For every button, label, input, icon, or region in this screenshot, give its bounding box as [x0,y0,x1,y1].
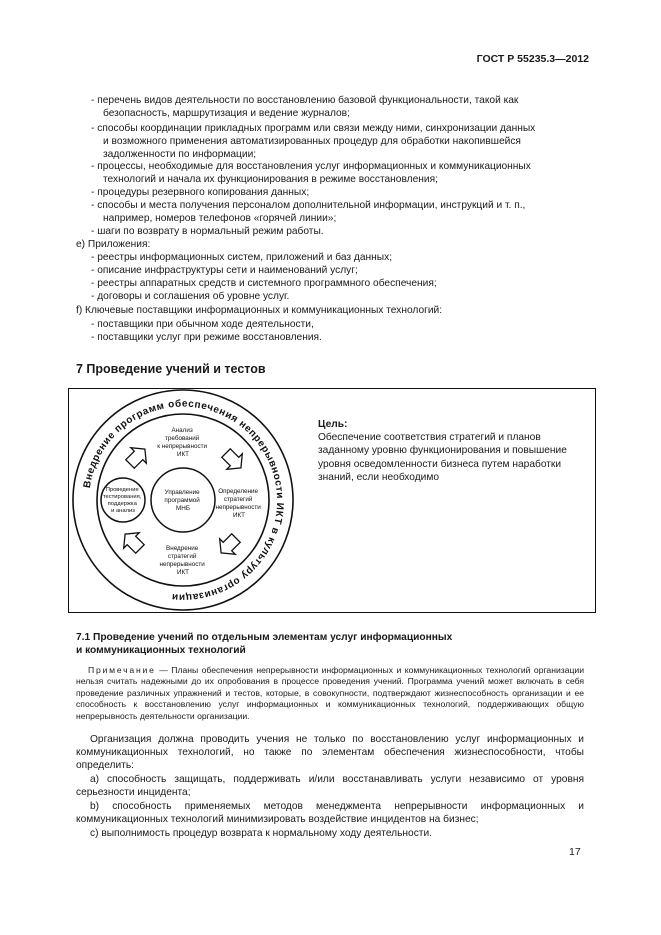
goal-text: Обеспечение соответствия стратегий и планов заданному уровню функционирования и повышение уровня осведомленности бизнеса путем наработки знаний, если необходимо [318,432,567,483]
right-label: Определение стратегий непрерывности ИКТ [215,488,261,519]
list-line: e) Приложения: [76,239,151,250]
paragraph: b) способность применяемых методов менеджмента непрерывности информационных и коммуникационных технологий минимизировать воздействие инцидентов на бизнес; [76,801,584,825]
list-line: - договоры и соглашения об уровне услуг. [91,291,290,302]
list-line: - способы координации прикладных программ или связи между ними, синхронизации данных [91,123,536,134]
left-label: Проведение тестирования, поддержка и анализ [102,487,142,514]
list-line: - поставщики при обычном ходе деятельности, [91,319,314,330]
list-line: безопасность, маршрутизация и ведение журналов; [103,108,350,119]
goal-block [318,418,580,484]
ring-caption: Внедрение программ обеспечения непрерывности ИКТ в культуру организации [81,398,286,603]
arrow-icon [117,526,147,556]
paragraph: Организация должна проводить учения не только по восстановлению услуг информационных и коммуникационных технологий, но также по элементам обеспечения жизнеспособности, чтобы определить: [76,734,584,771]
list-line: например, номеров телефонов «горячей линии»; [103,213,337,224]
list-line: - поставщики услуг при режиме восстановления. [91,332,322,343]
note-text: — Планы обеспечения непрерывности информационных и коммуникационных технологий организации нельзя считать надежными до их опробования в процессе проведения учений. Программа учений может включать в себя проведение различных упражнений и тестов, которые, в совокупности, подтверждают жизнеспособность организации и ее способность к восстановлению услуг информационных и коммуникационных технологий, поддерживающих общую непрерывность деятельности организации. [76,665,584,721]
goal-title: Цель: [318,419,348,430]
list-line: - процедуры резервного копирования данных; [91,187,310,198]
list-line: - реестры аппаратных средств и системного программного обеспечения; [91,278,437,289]
center-label: Управление программой МНБ [164,489,200,512]
heading-line: 7.1 Проведение учений по отдельным элементам услуг информационных [76,632,453,643]
ict-continuity-cycle-diagram [68,388,298,613]
section-7-1-heading [76,631,576,657]
list-line: - перечень видов деятельности по восстановлению базовой функциональности, такой как [91,95,519,106]
heading-line: и коммуникационных технологий [76,645,246,656]
left-circle [101,478,145,522]
paragraph: c) выполнимость процедур возврата к нормальному ходу деятельности. [90,828,432,839]
bottom-label: Внедрение стратегий непрерывности ИКТ [159,545,205,576]
list-line: f) Ключевые поставщики информационных и коммуникационных технологий: [76,305,443,316]
list-line: - процессы, необходимые для восстановления услуг информационных и коммуникационных [91,161,531,172]
arrow-icon [122,441,152,471]
page-number: 17 [569,846,581,858]
list-line: - реестры информационных систем, приложений и баз данных; [91,252,393,263]
top-label: Анализ требований к непрерывности ИКТ [157,427,208,458]
arrow-icon [213,530,243,560]
list-line: и возможного применения автоматизированных процедур для обработки накопившейся [103,136,521,147]
section-7-heading: 7 Проведение учений и тестов [76,362,266,376]
list-line: - описание инфраструктуры сети и наименований услуг; [91,265,358,276]
list-line: - шаги по возврату в нормальный режим работы. [91,226,324,237]
paragraph: a) способность защищать, поддерживать и/или восстанавливать услуги независимо от уровня серьезности инцидента; [76,774,584,798]
list-line: технологий и начала их функционирования в режиме восстановления; [103,174,438,185]
note-label: Примечание [88,665,156,675]
document-header: ГОСТ Р 55235.3—2012 [476,53,589,65]
list-line: - способы и места получения персоналом дополнительной информации, инструкций и т. п., [91,200,526,211]
arrow-icon [218,445,248,475]
note-block [76,665,584,722]
list-line: задолженности по информации; [103,149,257,160]
